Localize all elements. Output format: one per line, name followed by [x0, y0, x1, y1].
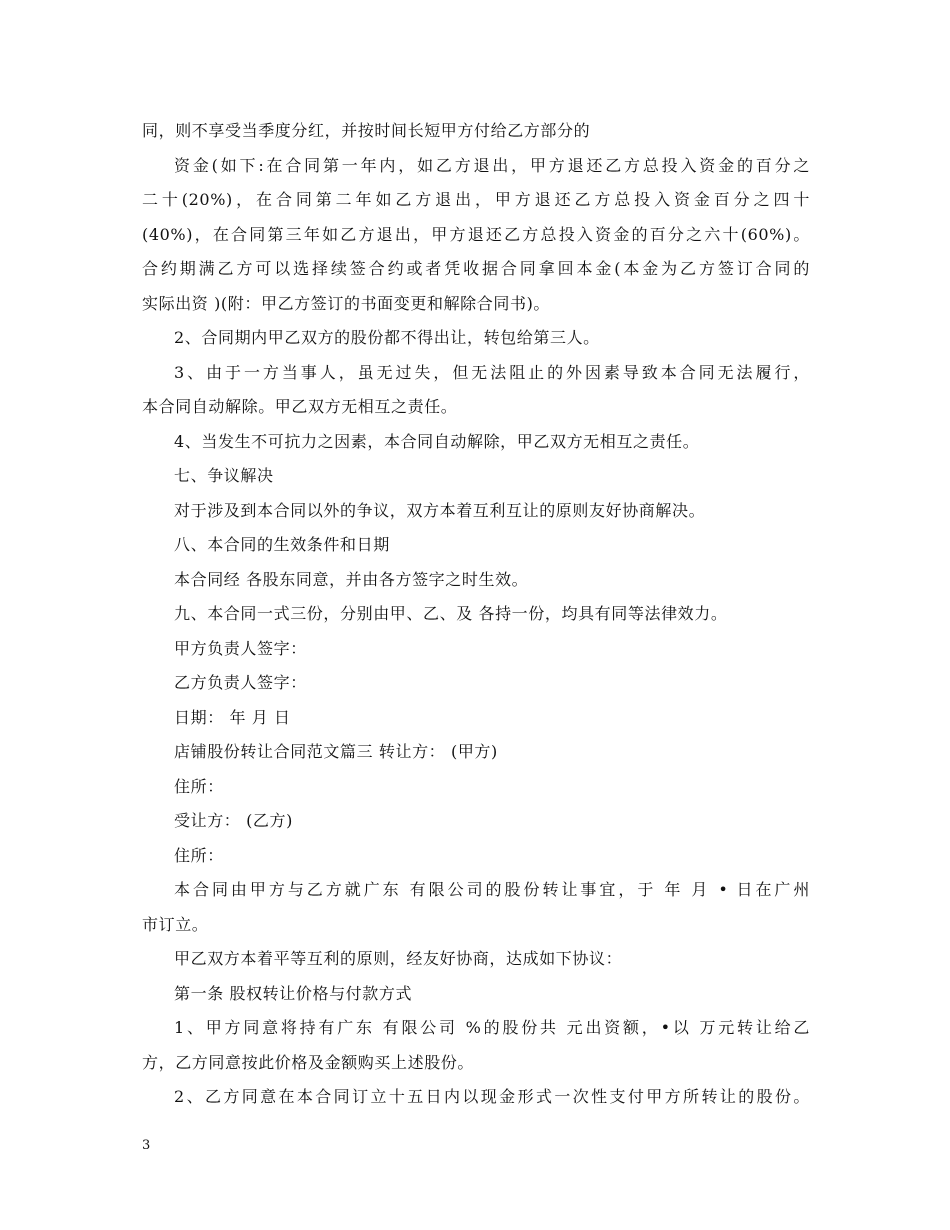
paragraph-line: 本合同由甲方与乙方就广东 有限公司的股份转让事宜，于 年 月 • 日在广州: [174, 880, 810, 899]
section-heading: 七、争议解决: [174, 466, 274, 485]
paragraph-line: 九、本合同一式三份，分别由甲、乙、及 各持一份，均具有同等法律效力。: [174, 604, 728, 623]
paragraph-line: 住所：: [174, 776, 224, 796]
paragraph-line: 2、合同期内甲乙双方的股份都不得出让，转包给第三人。: [174, 328, 600, 347]
document-body: [142, 114, 810, 1115]
page-number: 3: [142, 1138, 151, 1153]
paragraph-line: 市订立。: [142, 914, 209, 934]
paragraph-line: 受让方： (乙方): [174, 811, 293, 830]
signature-line: 乙方负责人签字：: [174, 673, 307, 692]
date-line: 日期： 年 月 日: [174, 707, 291, 727]
paragraph-line: 同，则不享受当季度分红，并按时间长短甲方付给乙方部分的: [142, 121, 591, 140]
paragraph-line: 住所：: [174, 845, 224, 865]
paragraph-line: 本合同经 各股东同意，并由各方签字之时生效。: [174, 569, 529, 589]
paragraph-line: 4、当发生不可抗力之因素，本合同自动解除，甲乙双方无相互之责任。: [174, 431, 700, 451]
section-heading: 八、本合同的生效条件和日期: [174, 535, 390, 554]
paragraph-line: 2、乙方同意在本合同订立十五日内以现金形式一次性支付甲方所转让的股份。: [174, 1087, 810, 1106]
paragraph-line: 3、由于一方当事人，虽无过失，但无法阻止的外因素导致本合同无法履行，: [174, 362, 810, 382]
section-heading: 店铺股份转让合同范文篇三 转让方： (甲方): [174, 742, 498, 761]
paragraph-line: 合约期满乙方可以选择续签合约或者凭收据合同拿回本金(本金为乙方签订合同的: [142, 259, 810, 278]
paragraph-line: 资金(如下:在合同第一年内，如乙方退出，甲方退还乙方总投入资金的百分之: [174, 155, 810, 175]
paragraph-line: 实际出资 )(附：甲乙方签订的书面变更和解除合同书)。: [142, 293, 551, 313]
paragraph-line: 1、甲方同意将持有广东 有限公司 %的股份共 元出资额，•以 万元转让给乙: [174, 1018, 810, 1037]
section-heading: 第一条 股权转让价格与付款方式: [174, 983, 413, 1003]
paragraph-line: (40%)，在合同第三年如乙方退出，甲方退还乙方总投入资金的百分之六十(60%)。: [142, 224, 810, 244]
signature-line: 甲方负责人签字：: [174, 638, 307, 658]
paragraph-line: 方，乙方同意按此价格及金额购买上述股份。: [142, 1052, 475, 1072]
paragraph-line: 二十(20%)，在合同第二年如乙方退出，甲方退还乙方总投入资金百分之四十: [142, 190, 810, 209]
paragraph-line: 甲乙双方本着平等互利的原则，经友好协商，达成如下协议：: [174, 949, 623, 968]
paragraph-line: 对于涉及到本合同以外的争议，双方本着互利互让的原则友好协商解决。: [174, 500, 706, 520]
paragraph-line: 本合同自动解除。甲乙双方无相互之责任。: [142, 397, 458, 416]
